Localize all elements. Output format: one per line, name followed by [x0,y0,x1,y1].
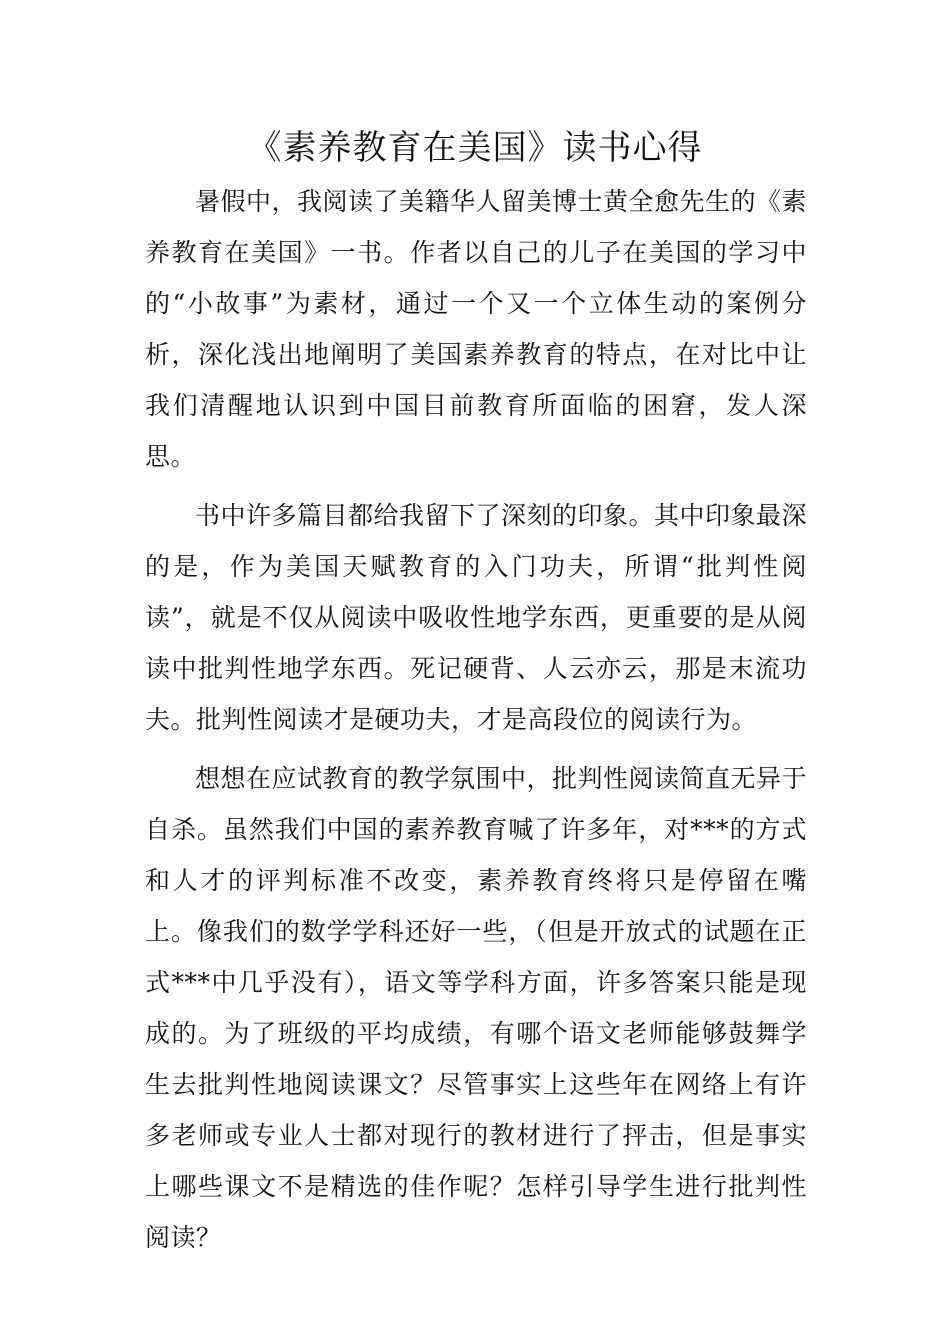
paragraph-3: 想想在应试教育的教学氛围中，批判性阅读简直无异于自杀。虽然我们中国的素养教育喊了许多年，对***的方式和人才的评判标准不改变，素养教育终将只是停留在嘴上。像我们的数学学科还好一些，（但是开放式的试题在正式***中几乎没有），语文等学科方面，许多答案只能是现成的。为了班级的平均成绩，有哪个语文老师能够鼓舞学生去批判性地阅读课文？尽管事实上这些年在网络上有许多老师或专业人士都对现行的教材进行了抨击，但是事实上哪些课文不是精选的佳作呢？怎样引导学生进行批判性阅读？ [145,764,808,1252]
document-body [145,176,807,1271]
paragraph-1: 暑假中，我阅读了美籍华人留美博士黄全愈先生的《素养教育在美国》一书。作者以自己的儿子在美国的学习中的“小故事”为素材，通过一个又一个立体生动的案例分析，深化浅出地阐明了美国素养教育的特点，在对比中让我们清醒地认识到中国目前教育所面临的困窘，发人深思。 [145,187,808,471]
paragraph-2: 书中许多篇目都给我留下了深刻的印象。其中印象最深的是，作为美国天赋教育的入门功夫，所谓“批判性阅读”，就是不仅从阅读中吸收性地学东西，更重要的是从阅读中批判性地学东西。死记硬背、人云亦云，那是末流功夫。批判性阅读才是硬功夫，才是高段位的阅读行为。 [145,501,808,734]
document-title: 《素养教育在美国》读书心得 [247,128,703,168]
